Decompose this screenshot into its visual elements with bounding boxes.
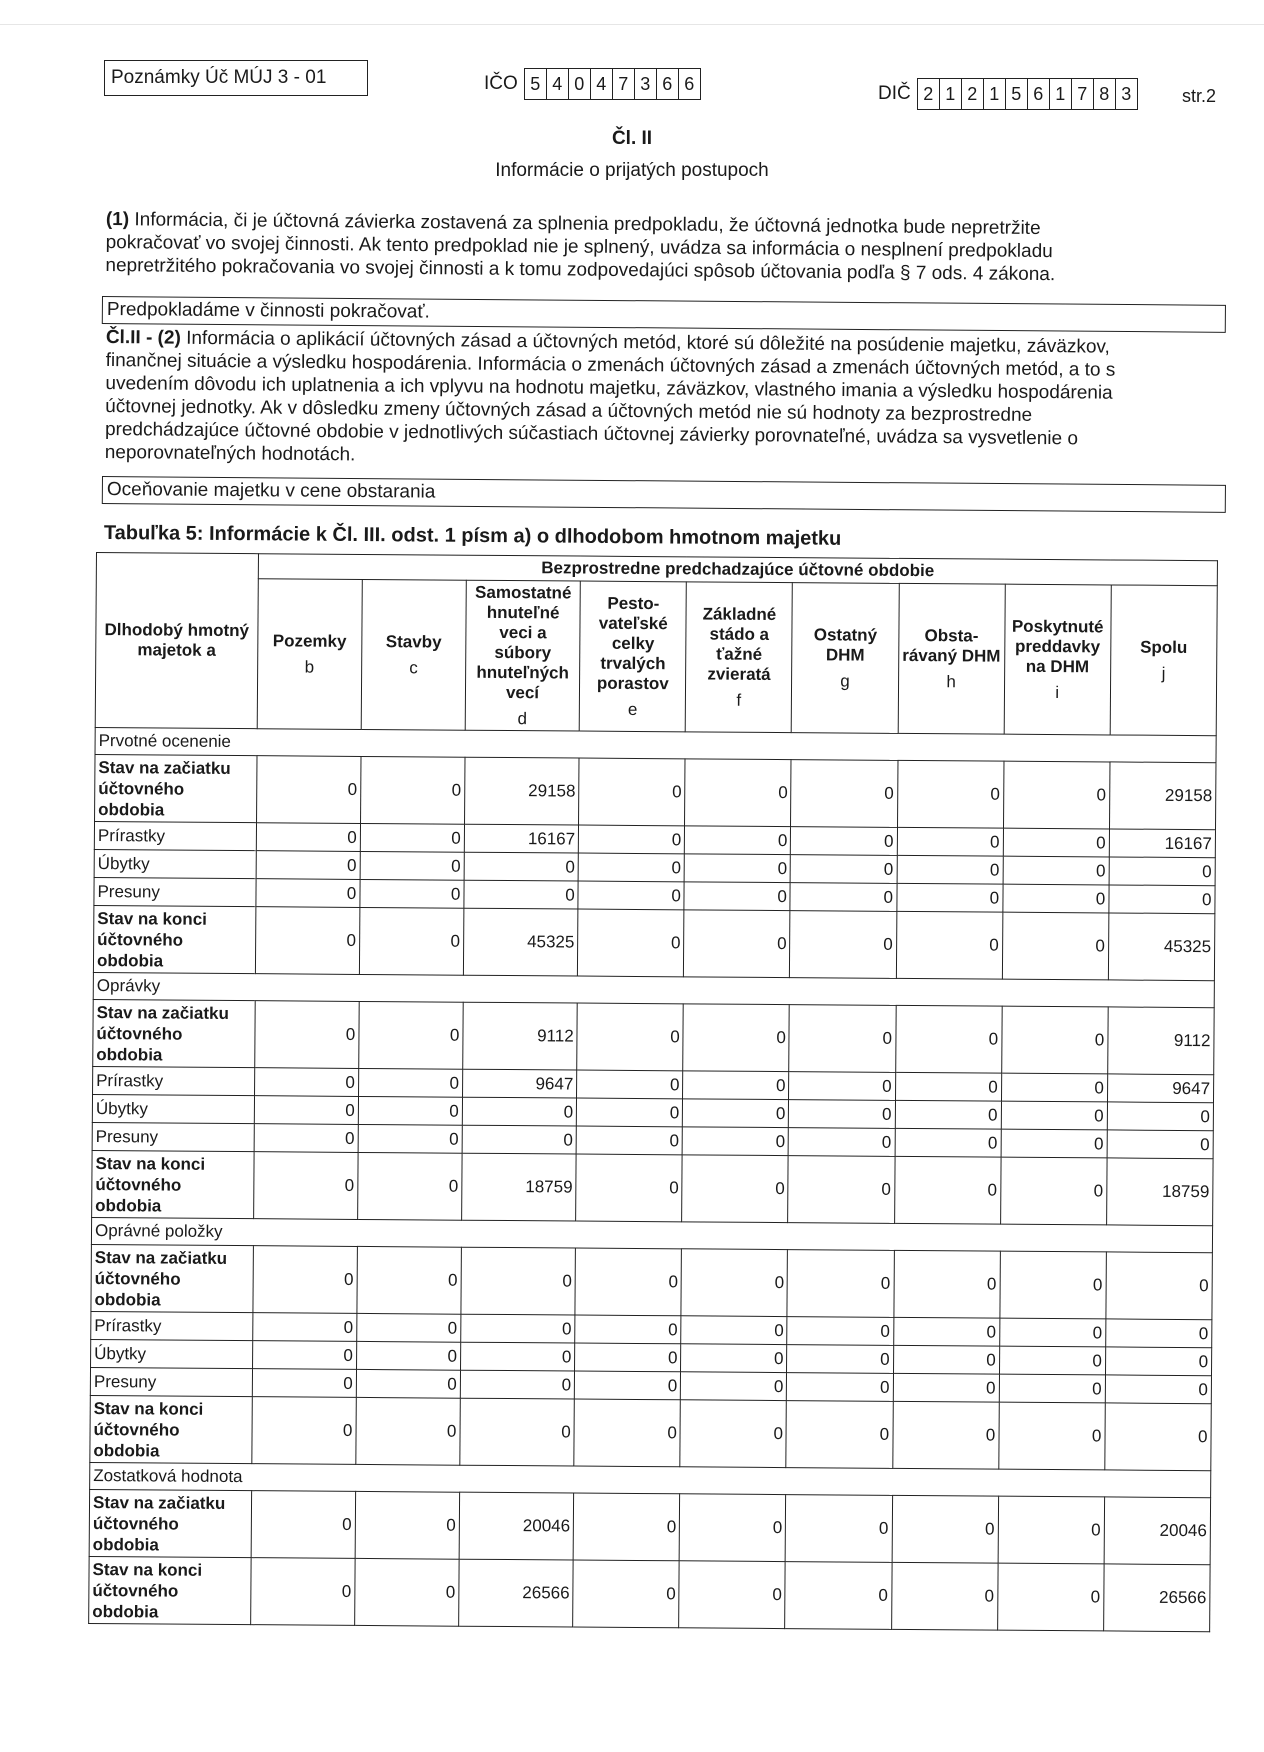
section-2-number: Čl.II - (2) (105, 326, 181, 349)
cell-value: 0 (789, 1100, 895, 1129)
cell-value: 16167 (1109, 829, 1215, 858)
cell-value: 0 (789, 1128, 895, 1157)
cell-value: 0 (895, 1128, 1001, 1157)
cell-value: 0 (579, 758, 686, 826)
article-title: Čl. II (611, 128, 653, 149)
table-title: Tabuľka 5: Informácie k Čl. III. odst. 1 písm a) o dlhodobom hmotnom majetku (103, 522, 842, 550)
cell-value: 0 (997, 1563, 1104, 1631)
ico-digit: 6 (657, 69, 679, 99)
table-row (95, 754, 1216, 829)
cell-value: 18759 (461, 1153, 576, 1221)
cell-value: 26566 (1103, 1564, 1210, 1632)
cell-value: 0 (356, 1369, 460, 1398)
row-label: Prírastky (91, 1311, 253, 1340)
cell-value: 0 (683, 1099, 789, 1128)
cell-value: 26566 (459, 1559, 574, 1627)
cell-value: 0 (895, 1100, 1001, 1129)
cell-value: 0 (462, 1125, 577, 1154)
table-row (92, 1150, 1213, 1225)
dic-digits (917, 78, 1138, 110)
column-header: Pozemky b (257, 579, 362, 730)
table-row (89, 1489, 1210, 1564)
cell-value: 0 (250, 1558, 355, 1626)
scan-edge-line (0, 24, 1264, 25)
row-label: Stav na konci účtovného obdobia (89, 1556, 251, 1624)
section-header: Oprávné položky (91, 1217, 1212, 1252)
cell-value: 0 (460, 1370, 575, 1399)
cell-value: 0 (578, 881, 684, 910)
ico-digit: 6 (684, 74, 695, 94)
section-1-answer: Predpokladáme v činnosti pokračovať. (102, 296, 1226, 333)
cell-value: 0 (253, 1152, 358, 1220)
section-1-number: (1) (105, 208, 130, 231)
cell-value: 0 (358, 1124, 462, 1153)
cell-value: 0 (578, 909, 685, 977)
section-header: Zostatková hodnota (90, 1462, 1211, 1497)
cell-value: 0 (575, 1248, 682, 1316)
cell-value: 0 (360, 879, 464, 908)
cell-value: 0 (791, 760, 898, 828)
cell-value: 0 (895, 1072, 1001, 1101)
cell-value: 0 (256, 756, 361, 824)
cell-value: 0 (787, 1317, 893, 1346)
dic-digit: 7 (1072, 79, 1094, 109)
dic-digit: 1 (940, 79, 962, 109)
cell-value: 0 (1000, 1157, 1107, 1225)
cell-value: 0 (679, 1494, 786, 1562)
cell-value: 45325 (1108, 913, 1215, 981)
cell-value: 0 (577, 1003, 684, 1071)
column-header: Poskytnuté preddavky na DHM i (1004, 584, 1111, 735)
cell-value: 0 (682, 1127, 788, 1156)
row-label: Úbytky (91, 1339, 253, 1368)
cell-value: 0 (1001, 1006, 1108, 1074)
cell-value: 0 (1003, 828, 1109, 857)
cell-value: 0 (357, 1313, 461, 1342)
row-label: Stav na začiatku účtovného obdobia (91, 1244, 253, 1312)
cell-value: 0 (578, 853, 684, 882)
row-label: Stav na začiatku účtovného obdobia (93, 999, 255, 1067)
cell-value: 0 (893, 1317, 999, 1346)
cell-value: 0 (1105, 1319, 1211, 1348)
cell-value: 0 (683, 1071, 789, 1100)
cell-value: 9112 (1107, 1007, 1214, 1075)
cell-value: 0 (1106, 1252, 1213, 1320)
cell-value: 0 (1109, 857, 1215, 886)
cell-value: 0 (1001, 1101, 1107, 1130)
cell-value: 0 (357, 1152, 462, 1220)
page-number: str.2 (1182, 86, 1217, 106)
cell-value: 0 (462, 1097, 577, 1126)
dic-digit: 5 (1006, 79, 1028, 109)
ico-digit: 7 (613, 69, 635, 99)
cell-value: 0 (681, 1316, 787, 1345)
cell-value: 0 (575, 1343, 681, 1372)
cell-value: 0 (684, 910, 791, 978)
dic-digit: 2 (962, 79, 984, 109)
column-header: Obsta-rávaný DHM h (898, 583, 1005, 734)
row-label: Stav na začiatku účtovného obdobia (95, 754, 257, 822)
cell-value: 45325 (463, 908, 578, 976)
row-label: Stav na konci účtovného obdobia (93, 905, 255, 973)
ico-label: IČO (484, 73, 518, 94)
cell-value: 0 (683, 1004, 790, 1072)
cell-value: 0 (1107, 1102, 1213, 1131)
row-label: Úbytky (94, 849, 256, 878)
column-header: Samostatné hnuteľné veci a súbory hnuteľných vecí d (465, 580, 580, 731)
cell-value: 0 (460, 1398, 575, 1466)
cell-value: 0 (256, 823, 360, 852)
ico-digit: 3 (635, 69, 657, 99)
cell-value: 0 (252, 1341, 356, 1370)
cell-value: 0 (254, 1068, 358, 1097)
cell-value: 29158 (1109, 762, 1216, 830)
cell-value: 0 (789, 1005, 896, 1073)
cell-value: 0 (790, 911, 897, 979)
cell-value: 0 (359, 1001, 464, 1069)
cell-value: 0 (577, 1098, 683, 1127)
table-row (89, 1556, 1210, 1631)
cell-value: 0 (356, 1341, 460, 1370)
cell-value: 0 (579, 825, 685, 854)
cell-value: 0 (789, 1072, 895, 1101)
form-id-box: Poznámky Úč MÚJ 3 - 01 (104, 60, 368, 96)
cell-value: 0 (684, 854, 790, 883)
table-row (91, 1244, 1212, 1319)
table-row (90, 1395, 1211, 1470)
cell-value: 0 (679, 1561, 786, 1629)
cell-value: 0 (1003, 856, 1109, 885)
dic-digit: 1 (1050, 79, 1072, 109)
cell-value: 0 (254, 1001, 359, 1069)
cell-value: 0 (787, 1345, 893, 1374)
cell-value: 0 (359, 907, 464, 975)
cell-value: 0 (1105, 1347, 1211, 1376)
cell-value: 0 (1001, 1129, 1107, 1158)
section-2-text (105, 326, 1136, 474)
row-label: Prírastky (93, 1066, 255, 1095)
cell-value: 0 (1000, 1251, 1107, 1319)
cell-value: 18759 (1106, 1158, 1213, 1226)
cell-value: 0 (252, 1369, 356, 1398)
article-subtitle: Informácie o prijatých postupoch (495, 160, 769, 181)
dic-digit: 3 (1121, 84, 1132, 104)
cell-value: 0 (464, 852, 579, 881)
cell-value: 0 (252, 1313, 356, 1342)
cell-value: 0 (787, 1250, 894, 1318)
cell-value: 0 (357, 1246, 462, 1314)
table-row (93, 999, 1214, 1074)
cell-value: 0 (256, 879, 360, 908)
cell-value: 0 (1003, 884, 1109, 913)
dic-digit: 6 (1028, 79, 1050, 109)
cell-value: 0 (1003, 761, 1110, 829)
cell-value: 0 (685, 826, 791, 855)
ico-digit: 4 (547, 69, 569, 99)
cell-value: 0 (254, 1124, 358, 1153)
cell-value: 0 (573, 1560, 680, 1628)
cell-value: 0 (252, 1397, 357, 1465)
cell-value: 0 (790, 883, 896, 912)
cell-value: 0 (255, 907, 360, 975)
cell-value: 0 (575, 1315, 681, 1344)
cell-value: 0 (1002, 912, 1109, 980)
cell-value: 0 (786, 1495, 893, 1563)
row-label: Stav na začiatku účtovného obdobia (89, 1489, 251, 1557)
column-header: Spolu j (1110, 585, 1217, 736)
ico-digits (524, 68, 701, 100)
cell-value: 0 (253, 1246, 358, 1314)
cell-value: 0 (576, 1154, 683, 1222)
cell-value: 0 (251, 1491, 356, 1559)
cell-value: 0 (896, 883, 1002, 912)
cell-value: 0 (999, 1374, 1105, 1403)
row-label: Stav na konci účtovného obdobia (92, 1150, 254, 1218)
cell-value: 0 (999, 1318, 1105, 1347)
column-headers (95, 578, 1217, 736)
cell-value: 9647 (462, 1069, 577, 1098)
cell-value: 0 (256, 851, 360, 880)
cell-value: 0 (788, 1156, 895, 1224)
cell-value: 0 (681, 1372, 787, 1401)
cell-value: 9647 (1107, 1074, 1213, 1103)
cell-value: 0 (360, 756, 465, 824)
cell-value: 20046 (1104, 1497, 1211, 1565)
cell-value: 0 (1105, 1403, 1212, 1471)
long-term-tangible-assets-table (88, 552, 1218, 1632)
dic-digit: 8 (1094, 79, 1116, 109)
dic-label: DIČ (878, 83, 911, 104)
ico-field (484, 68, 701, 100)
table-body (89, 727, 1217, 1631)
cell-value: 0 (575, 1371, 681, 1400)
column-header: Základné stádo a ťažné zvieratá f (686, 582, 793, 733)
cell-value: 0 (895, 1005, 1002, 1073)
cell-value: 0 (681, 1344, 787, 1373)
cell-value: 9112 (463, 1002, 578, 1070)
cell-value: 0 (682, 1155, 789, 1223)
dic-digit: 1 (984, 79, 1006, 109)
cell-value: 0 (892, 1495, 999, 1563)
cell-value: 0 (358, 1096, 462, 1125)
cell-value: 0 (894, 1156, 1001, 1224)
cell-value: 0 (1105, 1375, 1211, 1404)
cell-value: 0 (684, 882, 790, 911)
cell-value: 0 (681, 1249, 788, 1317)
cell-value: 0 (576, 1126, 682, 1155)
cell-value: 0 (461, 1314, 576, 1343)
ico-digit: 4 (591, 69, 613, 99)
section-header: Oprávky (93, 972, 1214, 1007)
cell-value: 0 (1001, 1073, 1107, 1102)
cell-value: 0 (577, 1070, 683, 1099)
cell-value: 0 (680, 1400, 787, 1468)
section-2-answer: Oceňovanie majetku v cene obstarania (102, 476, 1226, 513)
cell-value: 0 (787, 1373, 893, 1402)
section-2-body: Informácia o aplikácií účtovných zásad a účtovných metód, ktoré sú dôležité na posúdenie majetku, záväzkov, finančnej situácie a výsledku hospodárenia. Informácia o zmenách účtovných zásad a zmenách účtovných metód, a to s uvedením dôvodu ich uplatnenia a ich vplyvu na hodnotu majetku, záväzkov, vlastného imania a výsledku hospodárenia účtovnej jednotky. Ak v dôsledku zmeny účtovných zásad a účtovných metód nie sú hodnoty za bezprostredne predchádzajúce účtovné obdobie v jednotlivých súčastiach účtovnej závierky porovnateľné, uvádza sa vysvetlenie o neporovnateľných hodnotách. (104, 327, 1116, 466)
cell-value: 0 (360, 823, 464, 852)
column-header: Pesto-vateľské celky trvalých porastov e (579, 581, 686, 732)
row-label: Presuny (90, 1367, 252, 1396)
dic-digit: 2 (918, 79, 940, 109)
cell-value: 0 (791, 827, 897, 856)
row-label: Presuny (92, 1122, 254, 1151)
column-header: Ostatný DHM g (792, 583, 899, 734)
cell-value: 0 (893, 1345, 999, 1374)
section-header: Prvotné ocenenie (95, 727, 1216, 762)
cell-value: 0 (573, 1493, 680, 1561)
cell-value: 0 (1109, 885, 1215, 914)
cell-value: 0 (358, 1068, 462, 1097)
cell-value: 29158 (464, 757, 579, 825)
cell-value: 0 (893, 1373, 999, 1402)
cell-value: 0 (785, 1562, 892, 1630)
row-label: Úbytky (92, 1094, 254, 1123)
ico-digit: 0 (569, 69, 591, 99)
row-label: Stav na konci účtovného obdobia (90, 1395, 252, 1463)
cell-value: 0 (893, 1250, 1000, 1318)
cell-value: 20046 (459, 1492, 574, 1560)
cell-value: 0 (460, 1342, 575, 1371)
cell-value: 0 (897, 760, 1004, 828)
section-1-body: Informácia, či je účtovná závierka zostavená za splnenia predpokladu, že účtovná jednotka bude nepretržite pokračovať vo svojej činnosti. Ak tento predpoklad nie je splnený, uvádza sa informácia o nesplnení predpokladu nepretržitého pokračovania vo svojej činnosti a k tomu zodpovedajúci spôsob účtovania podľa § 7 ods. 4 zákona. (105, 209, 1056, 286)
cell-value: 0 (685, 759, 792, 827)
first-column-header: Dlhodobý hmotný majetok a (95, 553, 258, 729)
cell-value: 0 (574, 1399, 681, 1467)
cell-value: 0 (999, 1346, 1105, 1375)
cell-value: 0 (791, 855, 897, 884)
dic-field (878, 78, 1138, 110)
cell-value: 0 (464, 880, 579, 909)
cell-value: 0 (786, 1401, 893, 1469)
cell-value: 0 (254, 1096, 358, 1125)
cell-value: 0 (897, 827, 1003, 856)
cell-value: 0 (892, 1401, 999, 1469)
ico-digit: 5 (525, 69, 547, 99)
cell-value: 0 (461, 1247, 576, 1315)
cell-value: 16167 (464, 824, 579, 853)
table-row (93, 905, 1214, 980)
group-header: Bezprostredne predchadzajúce účtovné obdobie (258, 554, 1217, 586)
section-1-text (105, 208, 1136, 287)
cell-value: 0 (1107, 1130, 1213, 1159)
row-label: Presuny (94, 877, 256, 906)
cell-value: 0 (891, 1562, 998, 1630)
cell-value: 0 (355, 1491, 460, 1559)
cell-value: 0 (356, 1397, 461, 1465)
cell-value: 0 (998, 1496, 1105, 1564)
cell-value: 0 (360, 851, 464, 880)
cell-value: 0 (998, 1402, 1105, 1470)
column-header: Stavby c (361, 579, 466, 730)
cell-value: 0 (897, 855, 1003, 884)
cell-value: 0 (354, 1558, 459, 1626)
cell-value: 0 (896, 911, 1003, 979)
row-label: Prírastky (94, 821, 256, 850)
